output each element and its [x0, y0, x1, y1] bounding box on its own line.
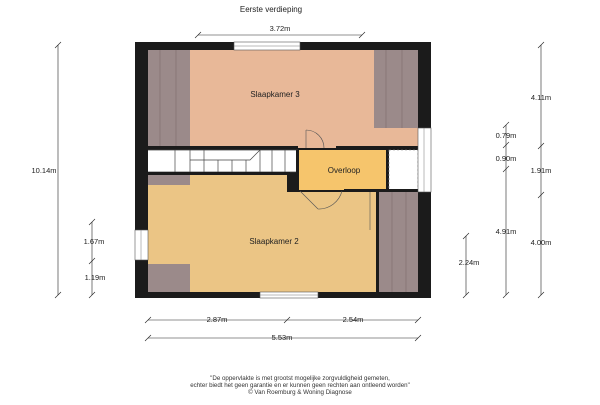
disclaimer-line-1: "De oppervlakte is met grootst mogelijke zorgvuldigheid gemeten,: [210, 375, 390, 382]
dim-right-e: 4.91m: [495, 227, 517, 236]
dim-bottom-total: 5.53m: [271, 333, 293, 342]
dim-top-width: 3.72m: [269, 24, 291, 33]
sloped-ceiling-left-mid: [148, 175, 190, 185]
dim-bottom-right: 2.54m: [342, 315, 364, 324]
dim-right-d: 1.91m: [530, 166, 552, 175]
dim-bottom-left: 2.87m: [206, 315, 228, 324]
sloped-ceiling-left-upper: [148, 50, 190, 148]
disclaimer-line-2: echter biedt het geen garantie en er kunnen geen rechten aan ontleend worden": [190, 382, 410, 389]
floor-title: Eerste verdieping: [239, 5, 303, 14]
dim-right-c: 0.90m: [495, 154, 517, 163]
window-top: [234, 42, 300, 50]
sloped-ceiling-left-lower: [148, 264, 190, 292]
dim-left-lower: 1.19m: [84, 273, 106, 282]
room-label-bedroom-3: Slaapkamer 3: [250, 90, 300, 99]
dim-right-a: 4.11m: [530, 93, 552, 102]
dim-right-b: 0.79m: [495, 131, 517, 140]
dim-left-total: 10.14m: [31, 166, 57, 175]
window-bottom: [260, 292, 318, 298]
window-right: [418, 128, 431, 192]
dim-right-g: 2.24m: [458, 258, 480, 267]
dim-right-f: 4.00m: [530, 238, 552, 247]
window-left: [135, 230, 148, 260]
copyright-line: © Van Roemburg & Woning Diagnose: [248, 389, 352, 396]
dim-left-upper: 1.67m: [83, 237, 105, 246]
room-label-bedroom-2: Slaapkamer 2: [249, 237, 299, 246]
sloped-ceiling-right-upper: [374, 50, 418, 128]
sloped-ceiling-right-lower: [378, 192, 418, 292]
staircase: [148, 150, 298, 172]
room-label-landing: Overloop: [327, 166, 361, 175]
